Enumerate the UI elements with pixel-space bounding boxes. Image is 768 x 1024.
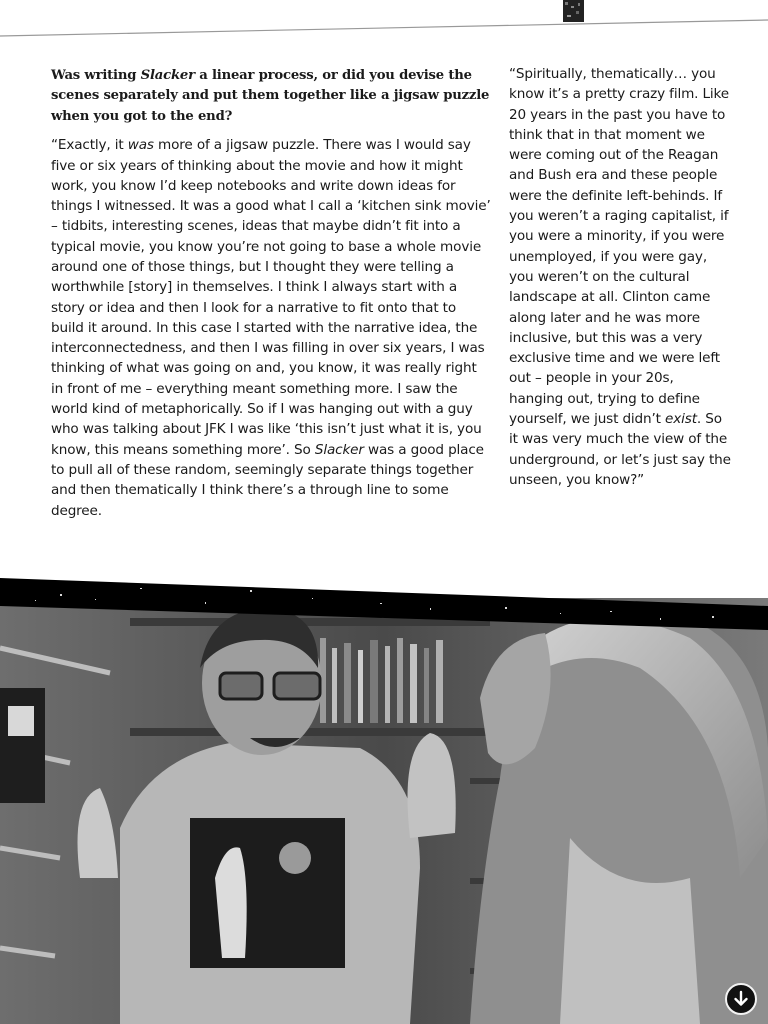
- left-column: [51, 66, 491, 521]
- arrow-down-circle-icon: [732, 990, 750, 1008]
- answer-paragraph-right: “Spiritually, thematically… you know it’s a pretty crazy film. Like 20 years in the past you have to think that in that moment we were coming out of the Reagan and Bush era and these people were the definite left-behinds. If you weren’t a raging capitalist, if you were a minority, if you were unemployed, if you were gay, you weren’t on the cultural landscape at all. Clinton came along later and he was more inclusive, but this was a very exclusive time and we were left out – people in your 20s, hanging out, trying to define yourself, we just didn’t exist. So it was very much the view of the underground, or let’s just say the unseen, you know?”: [509, 66, 731, 488]
- interview-question: Was writing Slacker a linear process, or did you devise the scenes separately and put them together like a jigsaw puzzle when you got to the end?: [51, 68, 490, 124]
- film-still-photo: [0, 578, 768, 1024]
- top-rule: [0, 0, 768, 40]
- film-title: Slacker: [140, 68, 195, 83]
- right-column: [509, 64, 731, 490]
- next-page-button[interactable]: [725, 983, 757, 1015]
- answer-paragraph-left: “Exactly, it was more of a jigsaw puzzle. There was I would say five or six years of thinking about the movie and how it might work, you know I’d keep notebooks and write down ideas for things I witnessed. It was a good what I call a ‘kitchen sink movie’ – tidbits, interesting scenes, ideas that maybe didn’t fit into a typical movie, you know you’re not going to base a whole movie around one of those things, but I thought they were telling a worthwhile [story] in themselves. I think I always start with a story or idea and then I look for a narrative to fit onto that to build it around. In this case I started with the narrative idea, the interconnectedness, and then I was filling in over six years, I was thinking of what was going on and, you know, it was really right in front of me – everything meant something more. I saw the world kind of metaphorically. So if I was hanging out with a guy who was talking about JFK I was like ‘this isn’t just what it is, you know, this means something more’. So Slacker was a good place to pull all of these random, seemingly separate things together and then thematically I think there’s a through line to some degree.: [51, 137, 491, 519]
